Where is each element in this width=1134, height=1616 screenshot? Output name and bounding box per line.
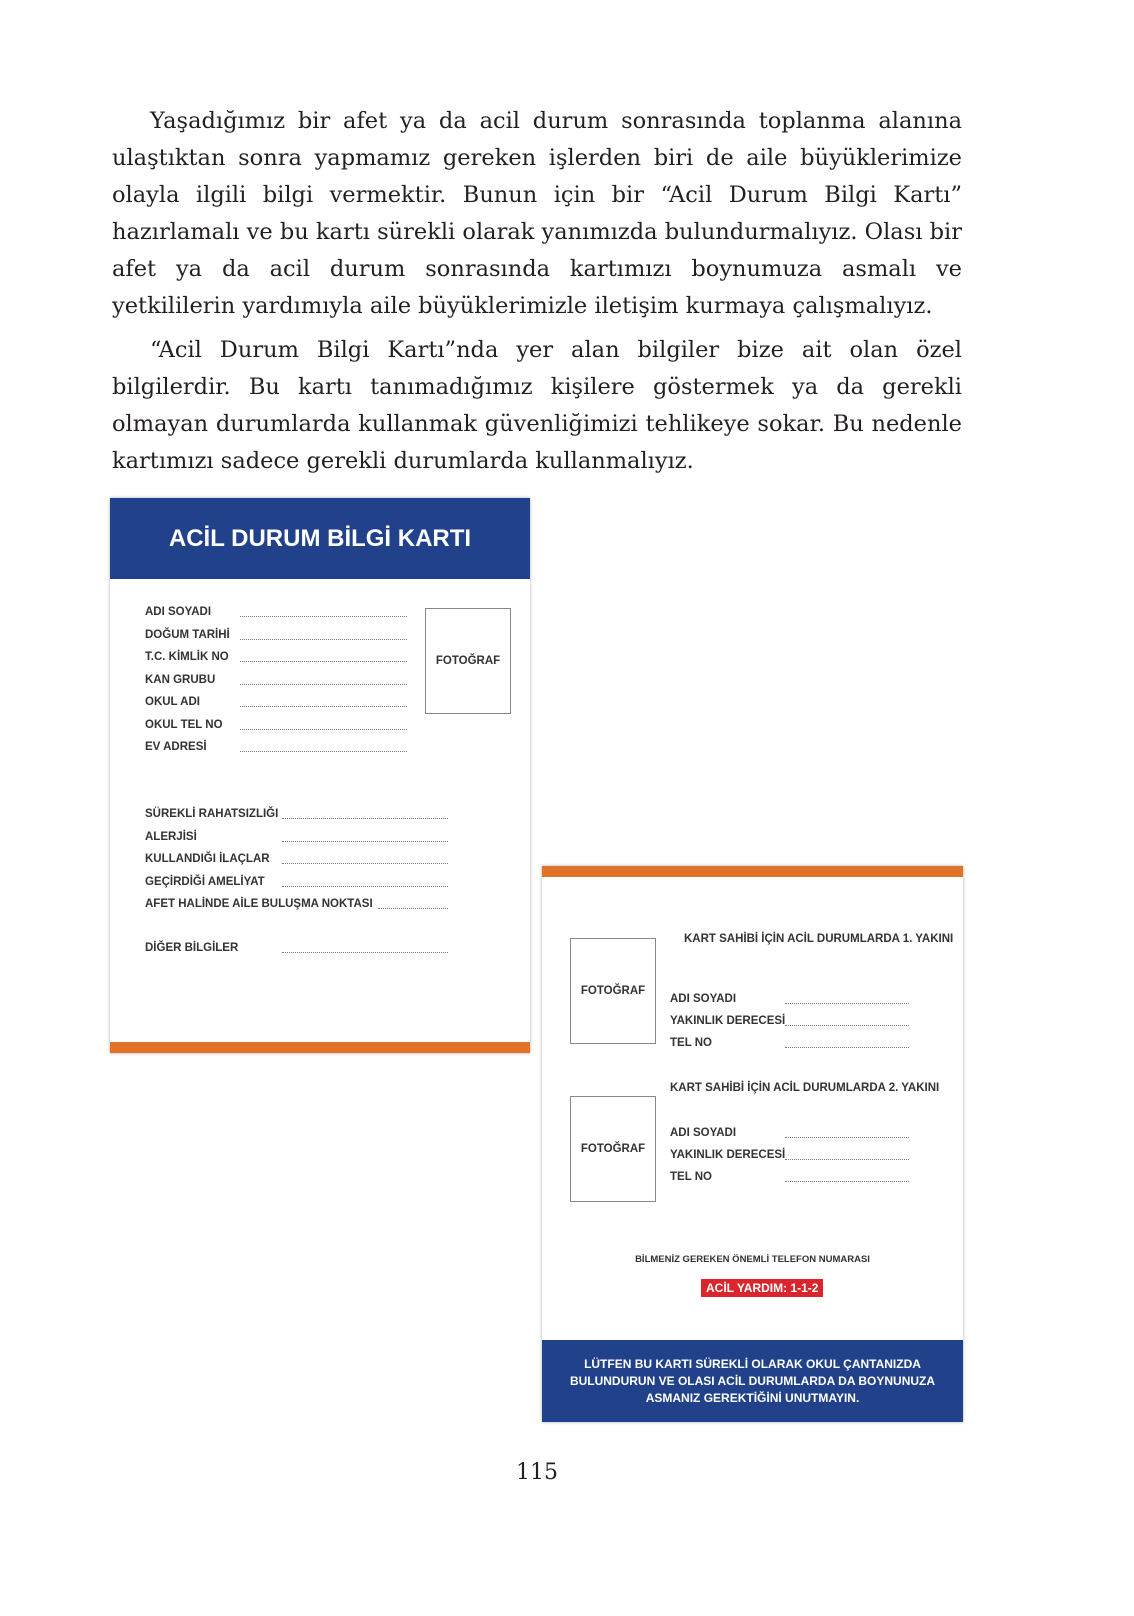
- field-blank: [378, 898, 448, 909]
- relative2-photo: FOTOĞRAF: [570, 1096, 656, 1202]
- field-label: OKUL ADI: [145, 696, 200, 708]
- field-blank: [240, 674, 407, 685]
- relative-field-label: YAKINLIK DERECESİ: [670, 1149, 786, 1161]
- photo-placeholder: FOTOĞRAF: [425, 608, 511, 714]
- relative-field-label: ADI SOYADI: [670, 993, 737, 1005]
- field-blank: [282, 808, 448, 819]
- card-footer-stripe: [110, 1042, 530, 1053]
- field-label: DOĞUM TARİHİ: [145, 628, 230, 641]
- emergency-info-card-front: [110, 498, 530, 1053]
- body-text: [112, 103, 962, 487]
- health-field-label: AFET HALİNDE AİLE BULUŞMA NOKTASI: [145, 898, 373, 910]
- field-label: ADI SOYADI: [145, 606, 212, 618]
- card-title: ACİL DURUM BİLGİ KARTI: [110, 498, 530, 579]
- relative-field-label: TEL NO: [670, 1037, 712, 1049]
- health-field-label: ALERJİSİ: [145, 830, 197, 843]
- field-label: KAN GRUBU: [145, 673, 216, 686]
- field-blank: [785, 1127, 909, 1138]
- field-blank: [240, 629, 407, 640]
- relative2-title: KART SAHİBİ İÇİN ACİL DURUMLARDA 2. YAKINI: [670, 1082, 940, 1094]
- field-blank: [785, 993, 909, 1004]
- health-field-label: KULLANDIĞI İLAÇLAR: [145, 853, 270, 865]
- health-field-label: SÜREKLİ RAHATSIZLIĞI: [145, 808, 279, 820]
- emergency-number-badge: ACİL YARDIM: 1-1-2: [701, 1279, 823, 1297]
- footer-note-text: LÜTFEN BU KARTI SÜREKLİ OLARAK OKUL ÇANTANIZDA BULUNDURUN VE OLASI ACİL DURUMLARDA DA BOYNUNUZA ASMANIZ GEREKTİĞİNİ UNUTMAYIN.: [569, 1356, 936, 1405]
- relative-field-label: ADI SOYADI: [670, 1127, 737, 1139]
- card-top-stripe: [542, 866, 963, 877]
- field-blank: [785, 1171, 909, 1182]
- card-footer-note: [542, 1340, 963, 1422]
- field-blank: [282, 942, 448, 953]
- field-blank: [785, 1037, 909, 1048]
- field-blank: [240, 606, 407, 617]
- field-blank: [282, 853, 448, 864]
- paragraph-1: Yaşadığımız bir afet ya da acil durum sonrasında toplanma alanına ulaştıktan sonra yapmamız gereken işlerden biri de aile büyüklerimize olayla ilgili bilgi vermektir. Bunun için bir “Acil Durum Bilgi Kartı” hazırlamalı ve bu kartı sürekli olarak yanımızda bulundurmalıyız. Olası bir afet ya da acil durum sonrasında kartımızı boynumuza asmalı ve yetkililerin yardımıyla aile büyüklerimizle iletişim kurmaya çalışmalıyız.: [112, 108, 962, 319]
- field-blank: [240, 741, 407, 752]
- field-blank: [282, 831, 448, 842]
- relative-field-label: TEL NO: [670, 1171, 712, 1183]
- field-blank: [240, 696, 407, 707]
- relative1-title: KART SAHİBİ İÇİN ACİL DURUMLARDA 1. YAKINI: [684, 933, 954, 945]
- field-blank: [282, 876, 448, 887]
- field-blank: [240, 651, 407, 662]
- field-blank: [785, 1149, 909, 1160]
- paragraph-2: “Acil Durum Bilgi Kartı”nda yer alan bilgiler bize ait olan özel bilgilerdir. Bu kartı tanımadığımız kişilere göstermek ya da gerekli olmayan durumlarda kullanmak güvenliğimizi tehlikeye sokar. Bu nedenle kartımızı sadece gerekli durumlarda kullanmalıyız.: [112, 337, 962, 474]
- field-label: EV ADRESİ: [145, 741, 207, 753]
- health-field-label: GEÇİRDİĞİ AMELİYAT: [145, 875, 265, 888]
- relative-field-label: YAKINLIK DERECESİ: [670, 1015, 786, 1027]
- field-blank: [785, 1015, 909, 1026]
- field-blank: [240, 719, 407, 730]
- field-label: OKUL TEL NO: [145, 718, 223, 731]
- phone-heading: BİLMENİZ GEREKEN ÖNEMLİ TELEFON NUMARASI: [635, 1254, 870, 1265]
- field-label: T.C. KİMLİK NO: [145, 651, 229, 663]
- relative1-photo: FOTOĞRAF: [570, 938, 656, 1044]
- emergency-info-card-back: [542, 866, 963, 1422]
- page-number: 115: [516, 1460, 558, 1485]
- other-info-label: DİĞER BİLGİLER: [145, 942, 239, 954]
